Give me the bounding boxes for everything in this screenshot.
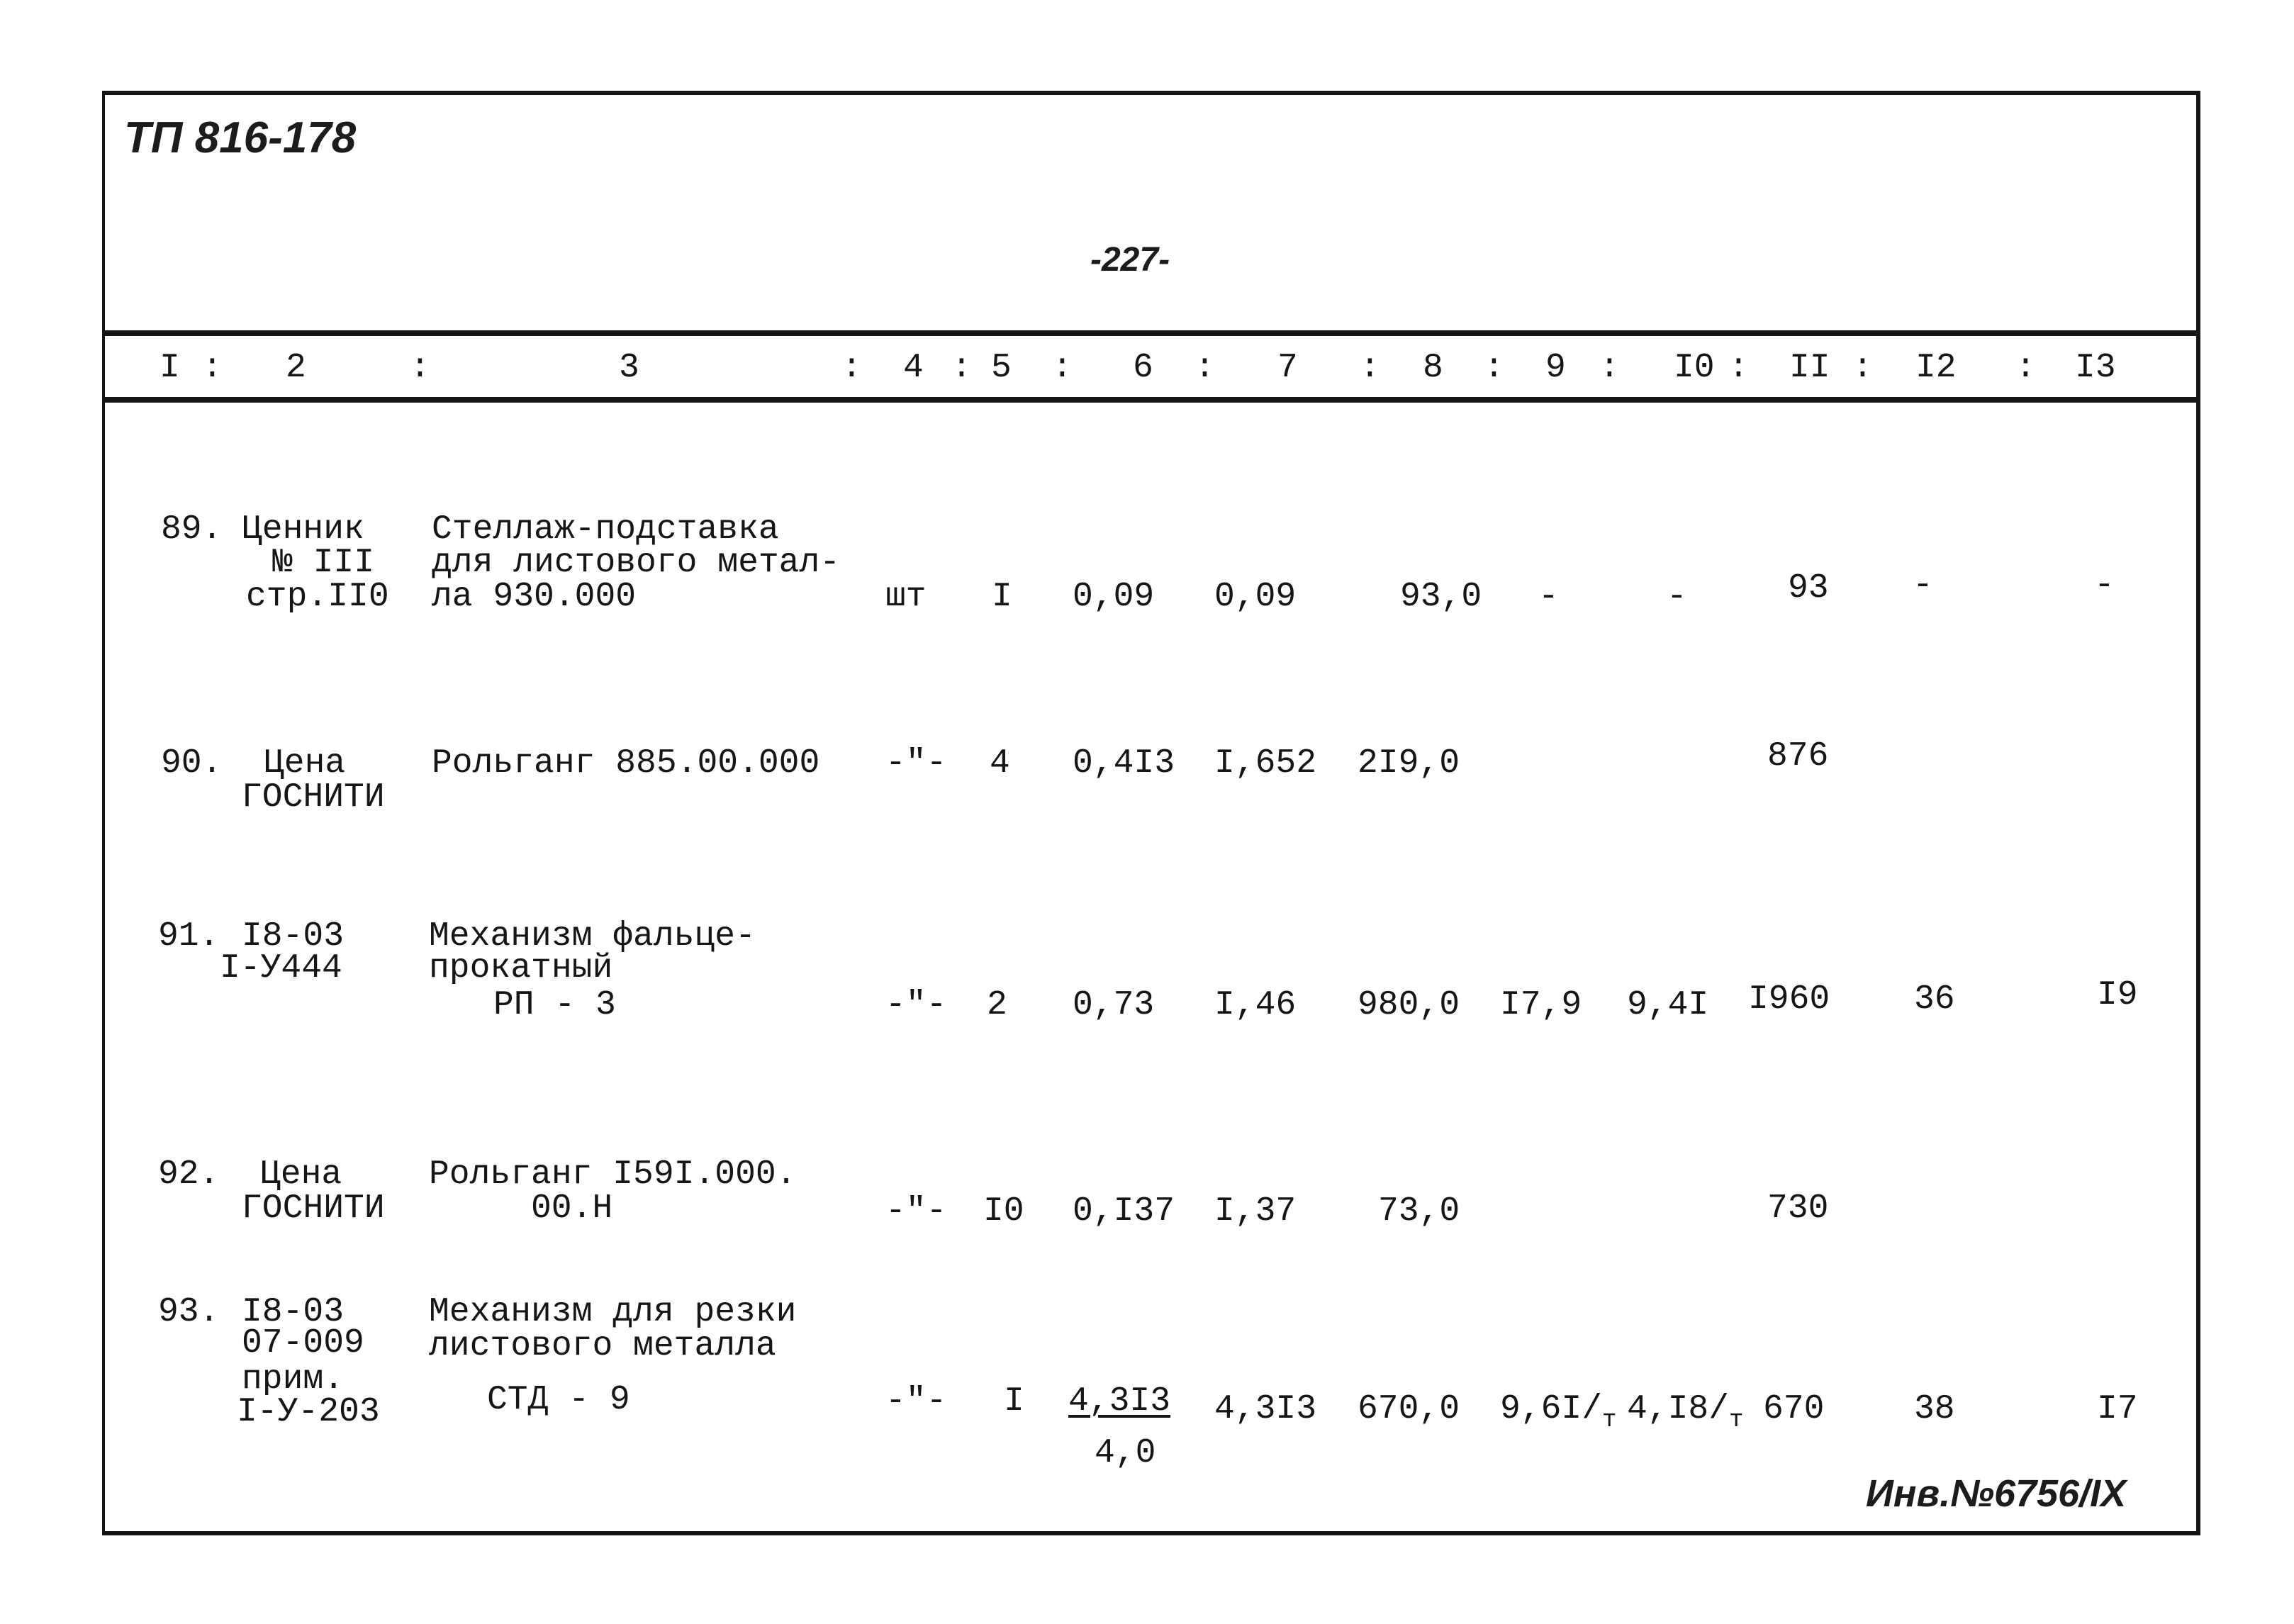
cell-col7: 0,09 bbox=[1214, 578, 1297, 616]
unit-cell: -"- bbox=[885, 986, 947, 1024]
page-number: -227- bbox=[1090, 241, 1170, 279]
column-separator: : bbox=[2015, 349, 2036, 387]
cell-col11: 93 bbox=[1788, 569, 1829, 607]
cell-col7: I,46 bbox=[1214, 986, 1297, 1024]
column-separator: : bbox=[951, 349, 972, 387]
item-name-line: Стеллаж-подставка bbox=[432, 510, 779, 549]
cell-col13: I7 bbox=[2097, 1390, 2138, 1428]
cell-col9: I7,9 bbox=[1500, 986, 1582, 1024]
column-separator: : bbox=[1728, 349, 1749, 387]
cell-col11: 730 bbox=[1767, 1189, 1829, 1228]
unit-cell: шт bbox=[885, 578, 927, 616]
source-line: I-У444 bbox=[220, 949, 342, 987]
column-number: I0 bbox=[1674, 349, 1715, 387]
quantity-cell: I0 bbox=[983, 1192, 1024, 1231]
unit-cell: -"- bbox=[885, 744, 947, 783]
column-separator: : bbox=[1599, 349, 1620, 387]
row-number: 90. bbox=[161, 744, 223, 783]
unit-cell: -"- bbox=[885, 1382, 947, 1421]
cell-col6: 0,I37 bbox=[1073, 1192, 1175, 1231]
cell-col11: 876 bbox=[1767, 737, 1829, 775]
source-line: прим. bbox=[242, 1360, 345, 1399]
source-line: Ценник bbox=[242, 510, 364, 549]
source-line: № III bbox=[272, 544, 375, 582]
cell-subscript: т bbox=[1729, 1407, 1744, 1434]
row-number: 91. bbox=[158, 917, 220, 956]
item-name-line: ла 930.000 bbox=[432, 578, 637, 616]
cell-col7: I,37 bbox=[1214, 1192, 1297, 1231]
quantity-cell: 4 bbox=[990, 744, 1010, 783]
column-separator: : bbox=[1360, 349, 1380, 387]
cell-col10: 9,4I bbox=[1627, 986, 1709, 1024]
source-line: ГОСНИТИ bbox=[242, 1189, 385, 1228]
item-name-line: для листового метал- bbox=[432, 544, 841, 582]
column-separator: : bbox=[1852, 349, 1873, 387]
cell-col8: 670,0 bbox=[1358, 1390, 1460, 1428]
column-separator: : bbox=[1484, 349, 1504, 387]
item-name-line: листового металла bbox=[429, 1327, 776, 1365]
column-number: 5 bbox=[991, 349, 1012, 387]
column-number: I2 bbox=[1915, 349, 1957, 387]
column-separator: : bbox=[410, 349, 430, 387]
frame-right-border bbox=[2196, 91, 2200, 1535]
cell-col7: I,652 bbox=[1214, 744, 1317, 783]
column-number: 4 bbox=[903, 349, 924, 387]
cell-col7: 4,3I3 bbox=[1214, 1390, 1317, 1428]
document-code: ТП 816-178 bbox=[124, 113, 357, 162]
column-separator: : bbox=[1194, 349, 1215, 387]
row-number: 92. bbox=[158, 1155, 220, 1194]
cell-col9: - bbox=[1538, 578, 1559, 616]
source-line: I8-03 bbox=[242, 1293, 345, 1331]
cell-col8: 73,0 bbox=[1378, 1192, 1460, 1231]
column-number: 3 bbox=[619, 349, 639, 387]
source-line: Цена bbox=[264, 744, 346, 783]
source-line: ГОСНИТИ bbox=[242, 778, 385, 817]
header-top-rule bbox=[102, 330, 2200, 336]
item-name-line: Рольганг 885.00.000 bbox=[432, 744, 820, 783]
source-line: I-У-203 bbox=[237, 1393, 380, 1431]
cell-col10 bbox=[1627, 1390, 1744, 1434]
quantity-cell: I bbox=[1004, 1382, 1024, 1421]
column-number: 9 bbox=[1545, 349, 1566, 387]
cell-col9 bbox=[1500, 1390, 1617, 1434]
source-line: стр.II0 bbox=[246, 578, 389, 616]
source-line: I8-03 bbox=[242, 917, 345, 956]
cell-col10: - bbox=[1667, 578, 1687, 616]
item-name-line: Механизм фальце- bbox=[429, 917, 756, 956]
cell-col6-numerator: 4,3I3 bbox=[1068, 1382, 1171, 1421]
cell-col6: 0,09 bbox=[1073, 578, 1155, 616]
inventory-number: Инв.№6756/IX bbox=[1866, 1472, 2127, 1515]
column-number: I bbox=[160, 349, 180, 387]
quantity-cell: I bbox=[992, 578, 1012, 616]
row-number: 93. bbox=[158, 1293, 220, 1331]
item-name-line: СТД - 9 bbox=[487, 1381, 630, 1419]
cell-col8: 980,0 bbox=[1358, 986, 1460, 1024]
cell-col13: - bbox=[2094, 566, 2115, 605]
column-separator: : bbox=[1052, 349, 1073, 387]
cell-col11: I960 bbox=[1748, 980, 1830, 1019]
cell-value: 9,6I/ bbox=[1500, 1390, 1603, 1428]
cell-col6: 0,4I3 bbox=[1073, 744, 1175, 783]
column-number: II bbox=[1789, 349, 1830, 387]
quantity-cell: 2 bbox=[987, 986, 1007, 1024]
item-name-line: 00.Н bbox=[531, 1189, 613, 1228]
cell-subscript: т bbox=[1602, 1407, 1617, 1434]
column-number: 6 bbox=[1133, 349, 1153, 387]
column-number: 7 bbox=[1277, 349, 1298, 387]
header-bottom-rule bbox=[102, 397, 2200, 403]
cell-col11: 670 bbox=[1763, 1390, 1825, 1428]
cell-col13: I9 bbox=[2097, 976, 2138, 1014]
column-number: I3 bbox=[2075, 349, 2116, 387]
cell-col12: 38 bbox=[1914, 1390, 1955, 1428]
frame-bottom-border bbox=[102, 1531, 2200, 1535]
cell-col8: 2I9,0 bbox=[1358, 744, 1460, 783]
item-name-line: прокатный bbox=[429, 949, 613, 987]
column-separator: : bbox=[841, 349, 862, 387]
cell-col6-denominator: 4,0 bbox=[1095, 1434, 1156, 1472]
cell-value: 4,I8/ bbox=[1627, 1390, 1730, 1428]
cell-col8: 93,0 bbox=[1400, 578, 1482, 616]
item-name-line: РП - 3 bbox=[493, 986, 616, 1024]
source-line: Цена bbox=[260, 1155, 342, 1194]
frame-left-border bbox=[102, 91, 105, 1535]
cell-col12: - bbox=[1913, 566, 1933, 605]
cell-col12: 36 bbox=[1914, 980, 1955, 1019]
column-number: 8 bbox=[1423, 349, 1443, 387]
column-number: 2 bbox=[286, 349, 306, 387]
cell-col6: 0,73 bbox=[1073, 986, 1155, 1024]
column-separator: : bbox=[202, 349, 223, 387]
frame-top-border bbox=[102, 91, 2200, 95]
row-number: 89. bbox=[161, 510, 223, 549]
item-name-line: Механизм для резки bbox=[429, 1293, 797, 1331]
item-name-line: Рольганг I59I.000. bbox=[429, 1155, 797, 1194]
unit-cell: -"- bbox=[885, 1192, 947, 1231]
source-line: 07-009 bbox=[242, 1324, 364, 1362]
